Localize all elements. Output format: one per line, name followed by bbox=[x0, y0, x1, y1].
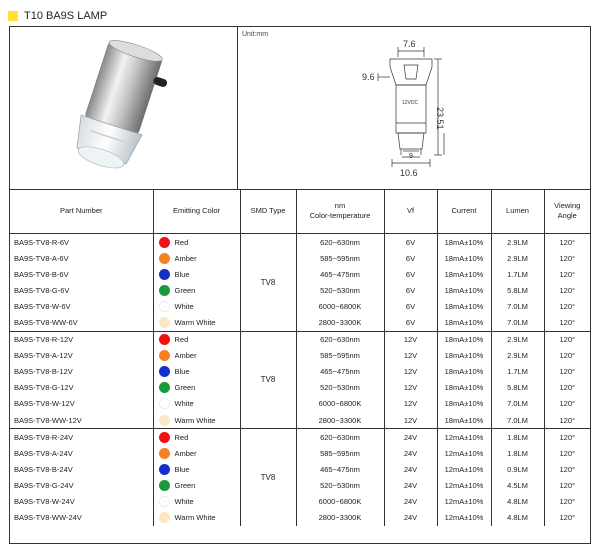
cell-color-temp: 585~595nm bbox=[296, 348, 384, 364]
cell-color-temp: 6000~6800K bbox=[296, 396, 384, 412]
cell-color-temp: 2800~3300K bbox=[296, 314, 384, 331]
cell-viewing-angle: 120° bbox=[544, 461, 590, 477]
color-dot-icon bbox=[159, 464, 170, 475]
color-name: White bbox=[174, 301, 194, 311]
cell-vf: 12V bbox=[384, 380, 437, 396]
cell-current: 12mA±10% bbox=[437, 445, 491, 461]
color-name: Warm White bbox=[174, 318, 216, 328]
cell-emitting-color bbox=[153, 282, 240, 298]
cell-part-number: BA9S-TV8-WW-6V bbox=[10, 314, 153, 331]
table-row bbox=[10, 461, 590, 477]
cell-viewing-angle: 120° bbox=[544, 380, 590, 396]
color-dot-icon bbox=[159, 398, 170, 409]
cell-smd-type: TV8 bbox=[240, 331, 296, 429]
cell-part-number: BA9S-TV8-R-12V bbox=[10, 331, 153, 348]
cell-lumen: 7.0LM bbox=[491, 298, 544, 314]
table-row bbox=[10, 510, 590, 526]
cell-color-temp: 465~475nm bbox=[296, 266, 384, 282]
cell-vf: 24V bbox=[384, 477, 437, 493]
cell-vf: 24V bbox=[384, 494, 437, 510]
cell-emitting-color bbox=[153, 477, 240, 493]
cell-part-number: BA9S-TV8-A-12V bbox=[10, 348, 153, 364]
cell-emitting-color bbox=[153, 348, 240, 364]
table-row bbox=[10, 380, 590, 396]
cell-lumen: 5.8LM bbox=[491, 282, 544, 298]
table-row bbox=[10, 364, 590, 380]
cell-vf: 24V bbox=[384, 445, 437, 461]
cell-emitting-color bbox=[153, 234, 240, 251]
cell-color-temp: 520~530nm bbox=[296, 477, 384, 493]
cell-lumen: 2.9LM bbox=[491, 234, 544, 251]
cell-viewing-angle: 120° bbox=[544, 298, 590, 314]
cell-viewing-angle: 120° bbox=[544, 314, 590, 331]
color-dot-icon bbox=[159, 285, 170, 296]
color-name: Blue bbox=[174, 367, 190, 377]
color-dot-icon bbox=[159, 301, 170, 312]
table-row bbox=[10, 412, 590, 429]
cell-lumen: 1.7LM bbox=[491, 266, 544, 282]
header-color-temp-unit: nm bbox=[334, 201, 346, 210]
cell-current: 18mA±10% bbox=[437, 348, 491, 364]
cell-lumen: 4.5LM bbox=[491, 477, 544, 493]
cell-viewing-angle: 120° bbox=[544, 445, 590, 461]
product-photo bbox=[10, 27, 238, 189]
color-dot-icon bbox=[159, 366, 170, 377]
cell-viewing-angle: 120° bbox=[544, 412, 590, 429]
color-name: Red bbox=[174, 237, 189, 247]
color-dot-icon bbox=[159, 448, 170, 459]
cell-vf: 24V bbox=[384, 429, 437, 446]
dim-lens-width: 9.6 bbox=[362, 72, 375, 82]
dim-base-width: 9 bbox=[409, 153, 413, 160]
cell-vf: 6V bbox=[384, 250, 437, 266]
cell-current: 18mA±10% bbox=[437, 314, 491, 331]
cell-part-number: BA9S-TV8-WW-24V bbox=[10, 510, 153, 526]
cell-lumen: 2.9LM bbox=[491, 331, 544, 348]
title-swatch bbox=[8, 11, 18, 21]
cell-part-number: BA9S-TV8-G-12V bbox=[10, 380, 153, 396]
cell-viewing-angle: 120° bbox=[544, 234, 590, 251]
cell-lumen: 2.9LM bbox=[491, 348, 544, 364]
cell-emitting-color bbox=[153, 380, 240, 396]
color-name: Amber bbox=[174, 351, 197, 361]
cell-color-temp: 585~595nm bbox=[296, 445, 384, 461]
cell-viewing-angle: 120° bbox=[544, 250, 590, 266]
cell-vf: 12V bbox=[384, 331, 437, 348]
color-dot-icon bbox=[159, 350, 170, 361]
header-emitting-color: Emitting Color bbox=[153, 189, 240, 234]
color-name: Green bbox=[174, 285, 196, 295]
cell-emitting-color bbox=[153, 364, 240, 380]
cell-emitting-color bbox=[153, 266, 240, 282]
cell-lumen: 1.8LM bbox=[491, 445, 544, 461]
lamp-photo-illustration bbox=[10, 27, 236, 189]
color-dot-icon bbox=[159, 512, 170, 523]
cell-part-number: BA9S-TV8-WW-12V bbox=[10, 412, 153, 429]
cell-viewing-angle: 120° bbox=[544, 477, 590, 493]
cell-emitting-color bbox=[153, 314, 240, 331]
cell-part-number: BA9S-TV8-R-24V bbox=[10, 429, 153, 446]
dimension-drawing bbox=[238, 27, 590, 189]
color-dot-icon bbox=[159, 317, 170, 328]
color-name: Blue bbox=[174, 269, 190, 279]
cell-viewing-angle: 120° bbox=[544, 331, 590, 348]
cell-current: 12mA±10% bbox=[437, 477, 491, 493]
cell-current: 18mA±10% bbox=[437, 396, 491, 412]
cell-current: 18mA±10% bbox=[437, 234, 491, 251]
color-name: Blue bbox=[174, 464, 190, 474]
color-dot-icon bbox=[159, 432, 170, 443]
technical-drawing bbox=[238, 27, 590, 189]
cell-current: 18mA±10% bbox=[437, 331, 491, 348]
spec-table bbox=[10, 189, 590, 526]
table-row bbox=[10, 331, 590, 348]
cell-part-number: BA9S-TV8-W-24V bbox=[10, 494, 153, 510]
cell-viewing-angle: 120° bbox=[544, 429, 590, 446]
color-dot-icon bbox=[159, 415, 170, 426]
unit-label: Unit:mm bbox=[242, 31, 269, 38]
cell-viewing-angle: 120° bbox=[544, 348, 590, 364]
color-name: Warm White bbox=[174, 513, 216, 523]
dim-top-width: 7.6 bbox=[403, 39, 416, 49]
cell-vf: 12V bbox=[384, 412, 437, 429]
cell-color-temp: 465~475nm bbox=[296, 461, 384, 477]
color-dot-icon bbox=[159, 253, 170, 264]
table-row bbox=[10, 314, 590, 331]
cell-part-number: BA9S-TV8-B-24V bbox=[10, 461, 153, 477]
cell-current: 12mA±10% bbox=[437, 494, 491, 510]
color-dot-icon bbox=[159, 269, 170, 280]
table-row bbox=[10, 396, 590, 412]
cell-lumen: 1.7LM bbox=[491, 364, 544, 380]
color-dot-icon bbox=[159, 334, 170, 345]
cell-lumen: 4.8LM bbox=[491, 494, 544, 510]
header-vf: Vf bbox=[384, 189, 437, 234]
cell-part-number: BA9S-TV8-R-6V bbox=[10, 234, 153, 251]
cell-emitting-color bbox=[153, 396, 240, 412]
cell-vf: 6V bbox=[384, 298, 437, 314]
cell-lumen: 2.9LM bbox=[491, 250, 544, 266]
color-name: Amber bbox=[174, 253, 197, 263]
cell-emitting-color bbox=[153, 250, 240, 266]
header-viewing-angle: Viewing Angle bbox=[544, 189, 590, 234]
cell-lumen: 1.8LM bbox=[491, 429, 544, 446]
cell-current: 18mA±10% bbox=[437, 412, 491, 429]
cell-current: 18mA±10% bbox=[437, 266, 491, 282]
table-row bbox=[10, 266, 590, 282]
cell-color-temp: 520~530nm bbox=[296, 282, 384, 298]
cell-emitting-color bbox=[153, 445, 240, 461]
table-row bbox=[10, 494, 590, 510]
cell-vf: 6V bbox=[384, 266, 437, 282]
cell-part-number: BA9S-TV8-A-6V bbox=[10, 250, 153, 266]
cell-current: 12mA±10% bbox=[437, 429, 491, 446]
cell-viewing-angle: 120° bbox=[544, 396, 590, 412]
cell-lumen: 7.0LM bbox=[491, 412, 544, 429]
color-name: Green bbox=[174, 383, 196, 393]
cell-color-temp: 6000~6800K bbox=[296, 298, 384, 314]
cell-color-temp: 620~630nm bbox=[296, 234, 384, 251]
color-name: Warm White bbox=[174, 415, 216, 425]
cell-lumen: 7.0LM bbox=[491, 314, 544, 331]
cell-emitting-color bbox=[153, 298, 240, 314]
header-color-temp-label: Color-temperature bbox=[309, 211, 371, 220]
table-row bbox=[10, 429, 590, 446]
cell-color-temp: 585~595nm bbox=[296, 250, 384, 266]
table-header bbox=[10, 189, 590, 234]
cell-viewing-angle: 120° bbox=[544, 266, 590, 282]
color-dot-icon bbox=[159, 237, 170, 248]
cell-part-number: BA9S-TV8-B-12V bbox=[10, 364, 153, 380]
table-row bbox=[10, 348, 590, 364]
cell-emitting-color bbox=[153, 494, 240, 510]
header-color-temp bbox=[296, 189, 384, 234]
cell-part-number: BA9S-TV8-G-6V bbox=[10, 282, 153, 298]
cell-vf: 24V bbox=[384, 510, 437, 526]
cell-smd-type: TV8 bbox=[240, 234, 296, 332]
cell-current: 18mA±10% bbox=[437, 250, 491, 266]
cell-viewing-angle: 120° bbox=[544, 494, 590, 510]
cell-part-number: BA9S-TV8-W-12V bbox=[10, 396, 153, 412]
header-current: Current bbox=[437, 189, 491, 234]
dim-bottom-width: 10.6 bbox=[400, 168, 418, 178]
table-row bbox=[10, 250, 590, 266]
table-row bbox=[10, 445, 590, 461]
cell-color-temp: 465~475nm bbox=[296, 364, 384, 380]
header-lumen: Lumen bbox=[491, 189, 544, 234]
cell-viewing-angle: 120° bbox=[544, 364, 590, 380]
cell-current: 18mA±10% bbox=[437, 282, 491, 298]
cell-vf: 12V bbox=[384, 396, 437, 412]
cell-vf: 6V bbox=[384, 314, 437, 331]
cell-lumen: 4.8LM bbox=[491, 510, 544, 526]
spec-sheet bbox=[9, 26, 591, 544]
cell-viewing-angle: 120° bbox=[544, 282, 590, 298]
header-part-number: Part Number bbox=[10, 189, 153, 234]
cell-current: 18mA±10% bbox=[437, 298, 491, 314]
color-name: Red bbox=[174, 335, 189, 345]
cell-part-number: BA9S-TV8-A-24V bbox=[10, 445, 153, 461]
cell-part-number: BA9S-TV8-G-24V bbox=[10, 477, 153, 493]
color-dot-icon bbox=[159, 496, 170, 507]
cell-vf: 12V bbox=[384, 348, 437, 364]
table-row bbox=[10, 298, 590, 314]
cell-viewing-angle: 120° bbox=[544, 510, 590, 526]
cell-part-number: BA9S-TV8-B-6V bbox=[10, 266, 153, 282]
cell-vf: 6V bbox=[384, 282, 437, 298]
cell-vf: 24V bbox=[384, 461, 437, 477]
body-marking: 12VDC bbox=[402, 100, 419, 106]
cell-color-temp: 520~530nm bbox=[296, 380, 384, 396]
cell-color-temp: 2800~3300K bbox=[296, 412, 384, 429]
cell-color-temp: 6000~6800K bbox=[296, 494, 384, 510]
table-body bbox=[10, 234, 590, 526]
cell-vf: 6V bbox=[384, 234, 437, 251]
cell-emitting-color bbox=[153, 331, 240, 348]
color-name: White bbox=[174, 497, 194, 507]
cell-lumen: 7.0LM bbox=[491, 396, 544, 412]
color-dot-icon bbox=[159, 480, 170, 491]
table-row bbox=[10, 282, 590, 298]
cell-smd-type: TV8 bbox=[240, 429, 296, 526]
color-dot-icon bbox=[159, 382, 170, 393]
cell-lumen: 0.9LM bbox=[491, 461, 544, 477]
top-section bbox=[10, 27, 590, 190]
color-name: White bbox=[174, 399, 194, 409]
cell-color-temp: 620~630nm bbox=[296, 429, 384, 446]
cell-current: 12mA±10% bbox=[437, 510, 491, 526]
cell-emitting-color bbox=[153, 461, 240, 477]
cell-color-temp: 620~630nm bbox=[296, 331, 384, 348]
cell-lumen: 5.8LM bbox=[491, 380, 544, 396]
color-name: Amber bbox=[174, 448, 197, 458]
cell-emitting-color bbox=[153, 429, 240, 446]
cell-vf: 12V bbox=[384, 364, 437, 380]
color-name: Green bbox=[174, 480, 196, 490]
cell-part-number: BA9S-TV8-W-6V bbox=[10, 298, 153, 314]
table-row bbox=[10, 477, 590, 493]
table-row bbox=[10, 234, 590, 251]
cell-current: 18mA±10% bbox=[437, 380, 491, 396]
dim-height: 23.51 bbox=[435, 107, 445, 130]
color-name: Red bbox=[174, 432, 189, 442]
cell-current: 18mA±10% bbox=[437, 364, 491, 380]
header-smd-type: SMD Type bbox=[240, 189, 296, 234]
page-title: T10 BA9S LAMP bbox=[24, 10, 108, 22]
title-bar bbox=[8, 8, 107, 24]
cell-current: 12mA±10% bbox=[437, 461, 491, 477]
cell-emitting-color bbox=[153, 412, 240, 429]
cell-color-temp: 2800~3300K bbox=[296, 510, 384, 526]
cell-emitting-color bbox=[153, 510, 240, 526]
